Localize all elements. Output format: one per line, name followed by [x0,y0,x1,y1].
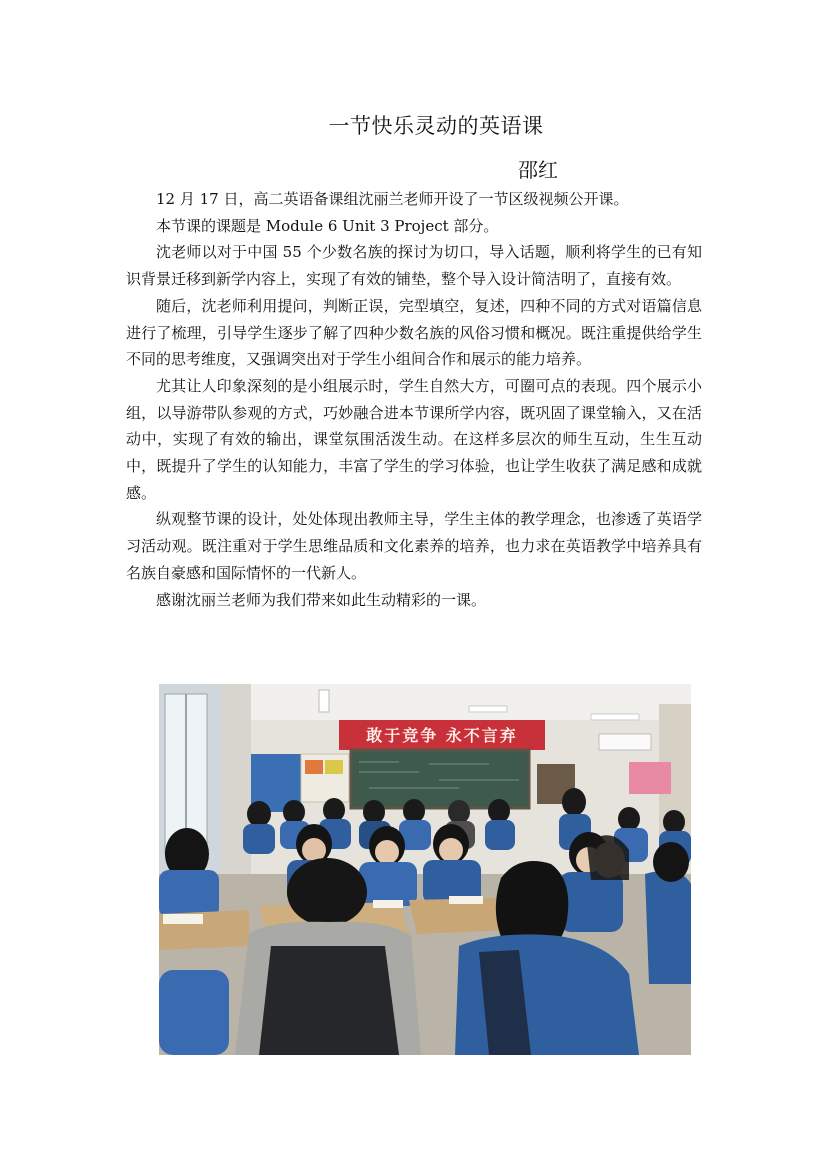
ceiling-light [469,706,507,712]
paragraph: 感谢沈丽兰老师为我们带来如此生动精彩的一课。 [156,590,487,609]
paragraph: 本节课的课题是 Module 6 Unit 3 Project 部分。 [156,216,499,235]
paragraph: 随后，沈老师利用提问，判断正误，完型填空，复述，四种不同的方式对语篇信息进行了梳理，引导学生逐步了解了四种少数名族的风俗习惯和概况。既注重提供给学生不同的思考维度，又强调突出对于学生小组间合作和展示的能力培养。 [126,296,702,369]
paragraph: 12 月 17 日，高二英语备课组沈丽兰老师开设了一节区级视频公开课。 [156,190,629,208]
ceiling-light [319,690,329,712]
paragraph: 纵观整节课的设计，处处体现出教师主导，学生主体的教学理念，也渗透了英语学习活动观。既注重对于学生思维品质和文化素养的培养，也力求在英语教学中培养具有名族自豪感和国际情怀的一代新人。 [126,510,702,582]
ceiling-light [591,714,639,720]
classroom-photo-illustration [159,684,691,1055]
document-title: 一节快乐灵动的英语课 [328,114,544,138]
blackboard [351,750,529,808]
body-text [126,186,702,613]
paragraph: 沈老师以对于中国 55 个少数名族的探讨为切口，导入话题，顺利将学生的已有知识背景迁移到新学内容上，实现了有效的铺垫，整个导入设计简洁明了，直接有效。 [126,243,702,289]
banner-text: 敢于竞争 永不言弃 [366,726,518,745]
author-name: 邵红 [518,158,558,182]
poster [629,762,671,794]
paragraph: 尤其让人印象深刻的是小组展示时，学生自然大方，可圈可点的表现。四个展示小组，以导游带队参观的方式，巧妙融合进本节课所学内容，既巩固了课堂输入，又在活动中，实现了有效的输出，课堂氛围活泼生动。在这样多层次的师生互动，生生互动中，既提升了学生的认知能力，丰富了学生的学习体验，也让学生收获了满足感和成就感。 [126,376,702,502]
classroom-photo [159,684,691,1055]
air-conditioner [599,734,651,750]
